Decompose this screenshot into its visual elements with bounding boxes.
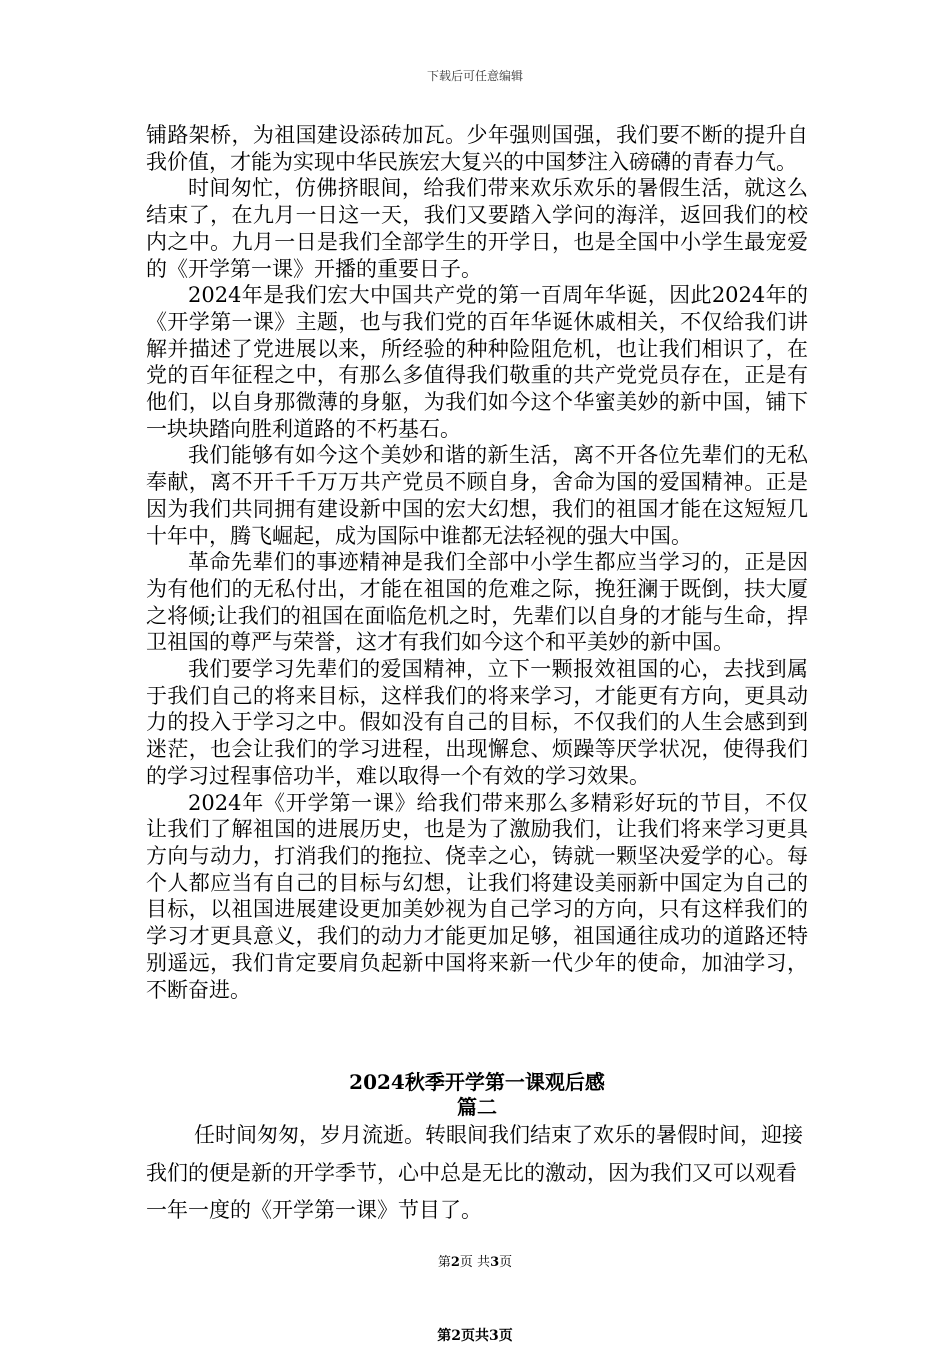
paragraph: 革命先辈们的事迹精神是我们全部中小学生都应当学习的，正是因为有他们的无私付出，才能在祖国的危难之际，挽狂澜于既倒，扶大厦之将倾;让我们的祖国在面临危机之时，先辈们以自身的才能与生命，捍卫祖国的尊严与荣誉，这才有我们如今这个和平美妙的新中国。 (146, 550, 808, 655)
paragraph-continued: 铺路架桥，为祖国建设添砖加瓦。少年强则国强，我们要不断的提升自我价值，才能为实现中华民族宏大复兴的中国梦注入磅礴的青春力气。 (146, 123, 808, 174)
paragraph: 2024年《开学第一课》给我们带来那么多精彩好玩的节目，不仅让我们了解祖国的进展历史，也是为了激励我们，让我们将来学习更具方向与动力，打消我们的拖拉、侥幸之心，铸就一颗坚决爱学的心。每个人都应当有自己的目标与幻想，让我们将建设美丽新中国定为自己的目标，以祖国进展建设更加美妙视为自己学习的方向，只有这样我们的学习才更具意义，我们的动力才能更加足够，祖国通往成功的道路还特别遥远，我们肯定要肩负起新中国将来新一代少年的使命，加油学习，不断奋进。 (146, 790, 808, 1002)
footer-suffix: 页 (499, 1255, 513, 1270)
paragraph: 任时间匆匆，岁月流逝。转眼间我们结束了欢乐的暑假时间，迎接我们的便是新的开学季节，心中总是无比的激动，因为我们又可以观看一年一度的《开学第一课》节目了。 (146, 1123, 803, 1222)
footer-middle: 页 共 (459, 1255, 491, 1270)
footer-prefix: 第 (437, 1255, 451, 1270)
page-footer (0, 1251, 950, 1270)
footer-total-pages: 3 (490, 1255, 500, 1270)
second-section-body (146, 1117, 808, 1230)
footer-page-number: 2 (450, 1255, 460, 1270)
body-text (146, 122, 808, 1003)
paragraph: 我们能够有如今这个美妙和谐的新生活，离不开各位先辈们的无私奉献，离不开千千万万共产党员不顾自身，舍命为国的爱国精神。正是因为我们共同拥有建设新中国的宏大幻想，我们的祖国才能在这短短几十年中，腾飞崛起，成为国际中谁都无法轻视的强大中国。 (146, 443, 808, 548)
paragraph: 我们要学习先辈们的爱国精神，立下一颗报效祖国的心，去找到属于我们自己的将来目标，这样我们的将来学习，才能更有方向，更具动力的投入于学习之中。假如没有自己的目标，不仅我们的人生会感到到迷茫，也会让我们的学习进程，出现懈怠、烦躁等厌学状况，使得我们的学习过程事倍功半，难以取得一个有效的学习效果。 (146, 657, 808, 788)
page-mark: 第2页共3页 (437, 1328, 513, 1344)
section-subtitle: 篇二 (457, 1095, 497, 1119)
paragraph: 时间匆忙，仿佛挤眼间，给我们带来欢乐欢乐的暑假生活，就这么结束了，在九月一日这一天，我们又要踏入学问的海洋，返回我们的校内之中。九月一日是我们全部学生的开学日，也是全国中小学生最宠爱的《开学第一课》开播的重要日子。 (146, 176, 808, 281)
page-header: 下载后可任意编辑 (426, 69, 523, 83)
section-title: 2024秋季开学第一课观后感 (349, 1070, 605, 1094)
paragraph: 2024年是我们宏大中国共产党的第一百周年华诞，因此2024年的《开学第一课》主题，也与我们党的百年华诞休戚相关，不仅给我们讲解并描述了党进展以来，所经验的种种险阻危机，也让我们相识了，在党的百年征程之中，有那么多值得我们敬重的共产党党员存在，正是有他们，以自身那微薄的身躯，为我们如今这个华蜜美妙的新中国，铺下一块块踏向胜利道路的不朽基石。 (146, 283, 808, 441)
